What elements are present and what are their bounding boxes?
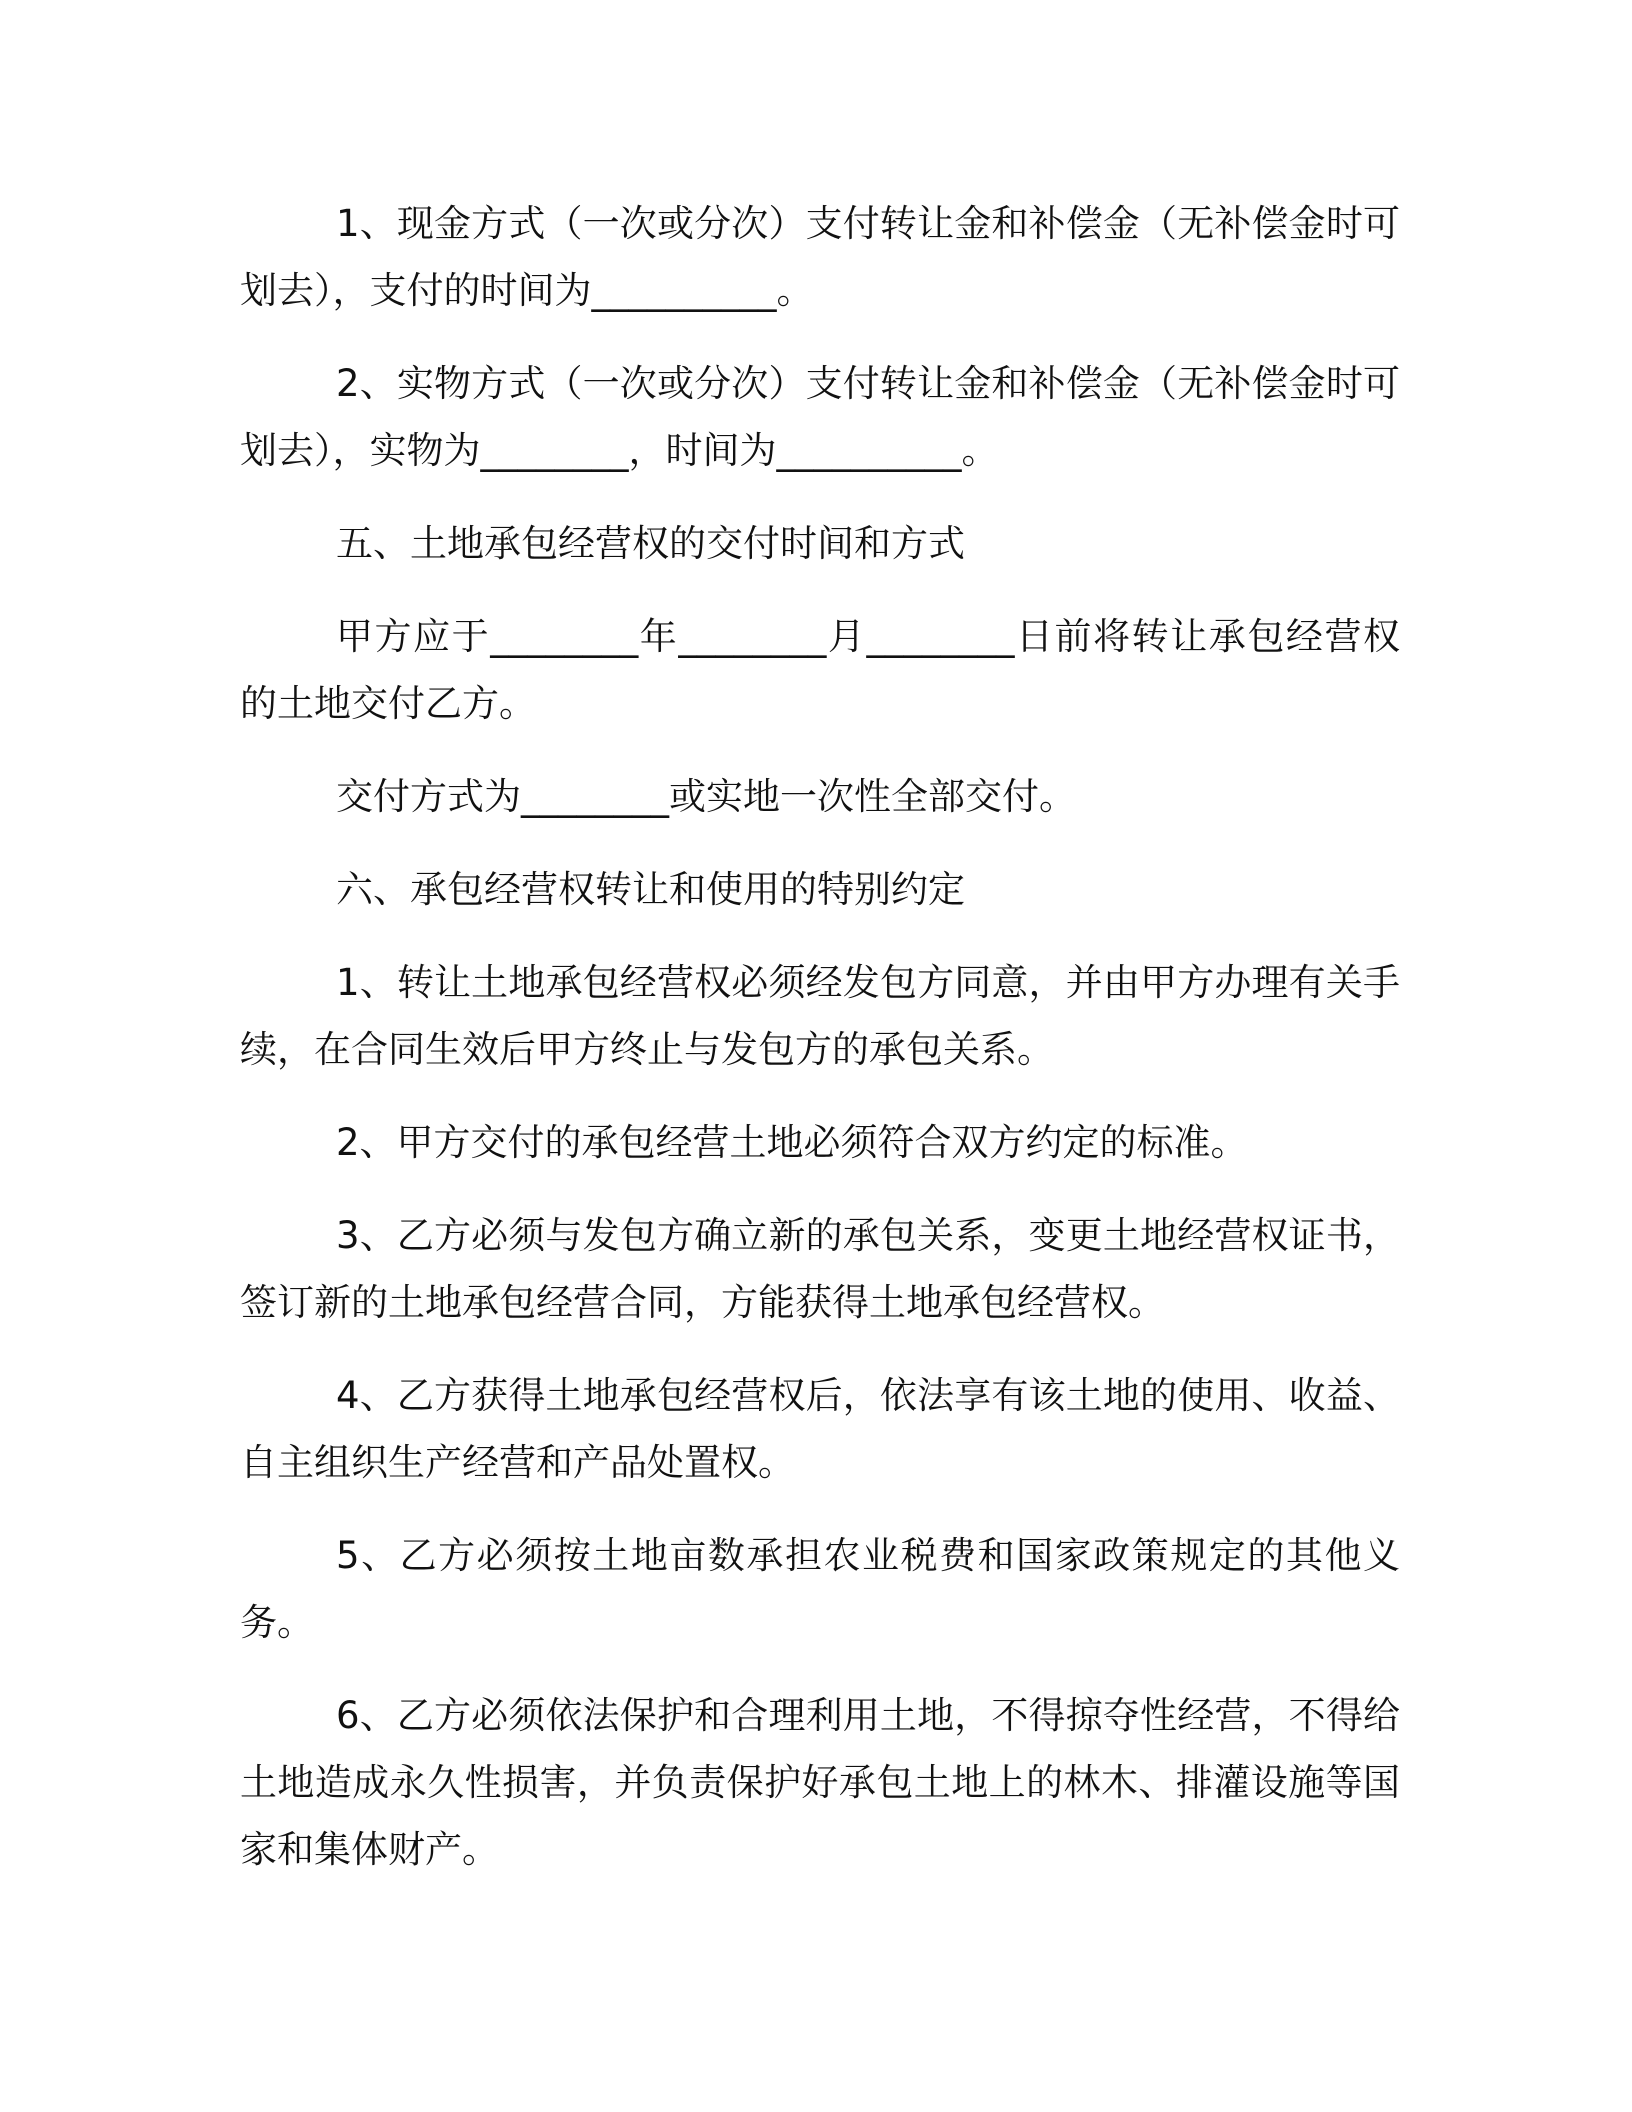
paragraph-term-3: 3、乙方必须与发包方确立新的承包关系，变更土地经营权证书，签订新的土地承包经营合同，方能获得土地承包经营权。 bbox=[240, 1214, 1400, 1324]
paragraph-term-6: 6、乙方必须依法保护和合理利用土地，不得掠夺性经营，不得给土地造成永久性损害，并负责保护好承包土地上的林木、排灌设施等国家和集体财产。 bbox=[240, 1694, 1400, 1871]
paragraph-term-5: 5、乙方必须按土地亩数承担农业税费和国家政策规定的其他义务。 bbox=[240, 1534, 1400, 1644]
section-heading-delivery: 五、土地承包经营权的交付时间和方式 bbox=[336, 522, 965, 565]
paragraph-delivery-date: 甲方应于________年________月________日前将转让承包经营权的土地交付乙方。 bbox=[240, 615, 1400, 725]
paragraph-in-kind-payment: 2、实物方式（一次或分次）支付转让金和补偿金（无补偿金时可划去），实物为________，时间为__________。 bbox=[240, 362, 1400, 472]
paragraph-term-1: 1、转让土地承包经营权必须经发包方同意，并由甲方办理有关手续，在合同生效后甲方终止与发包方的承包关系。 bbox=[240, 961, 1400, 1071]
section-heading-special-terms: 六、承包经营权转让和使用的特别约定 bbox=[336, 868, 965, 911]
paragraph-term-2: 2、甲方交付的承包经营土地必须符合双方约定的标准。 bbox=[336, 1121, 1248, 1164]
paragraph-delivery-method: 交付方式为________或实地一次性全部交付。 bbox=[336, 775, 1076, 818]
document-body bbox=[240, 190, 1400, 1909]
paragraph-cash-payment: 1、现金方式（一次或分次）支付转让金和补偿金（无补偿金时可划去），支付的时间为__________。 bbox=[240, 202, 1400, 312]
paragraph-term-4: 4、乙方获得土地承包经营权后，依法享有该土地的使用、收益、自主组织生产经营和产品处置权。 bbox=[240, 1374, 1400, 1484]
